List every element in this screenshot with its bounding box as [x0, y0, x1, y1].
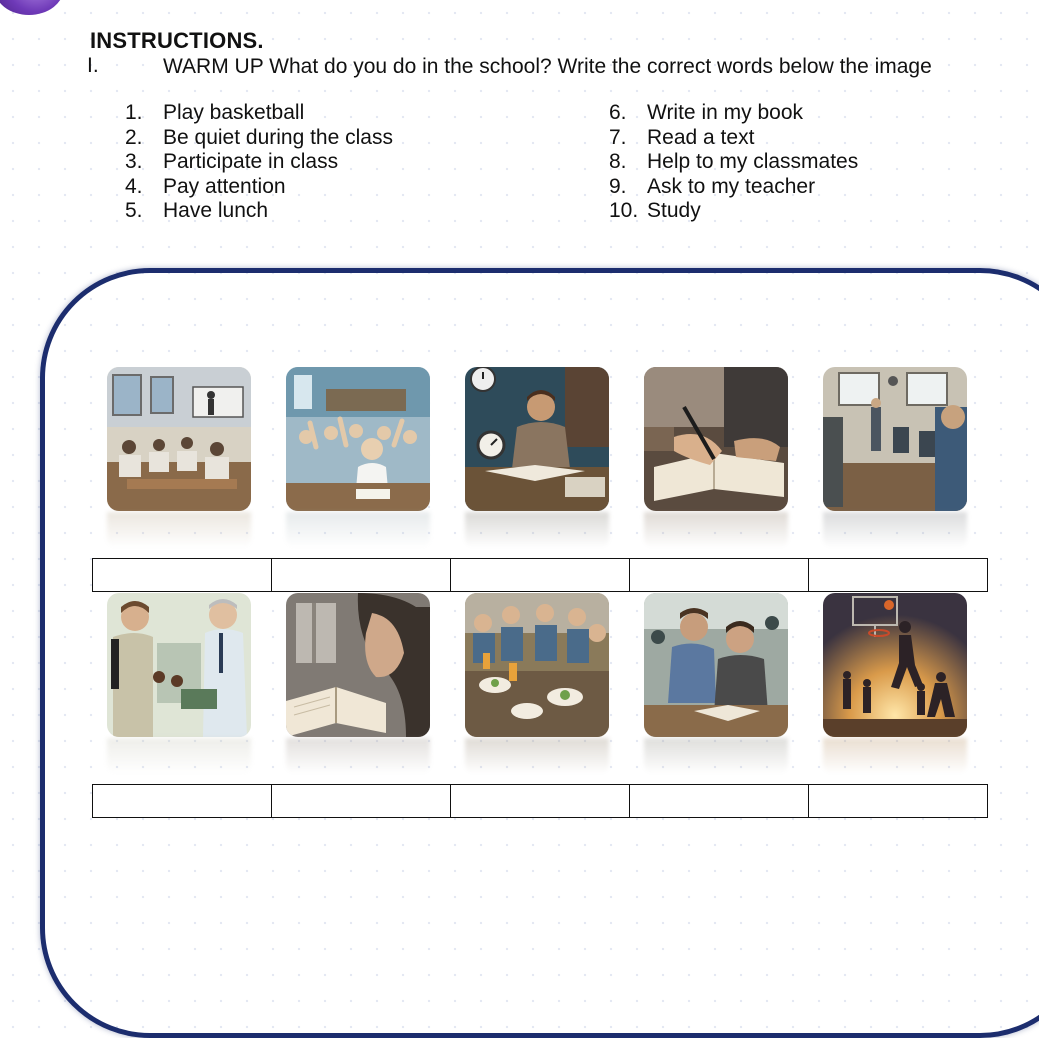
image-reflection	[823, 738, 967, 774]
answer-cell[interactable]	[93, 785, 272, 817]
image-reflection	[107, 738, 251, 774]
reading-icon	[286, 593, 430, 737]
raised-hands-icon	[286, 367, 430, 511]
answer-cell[interactable]	[451, 785, 630, 817]
basketball-icon	[823, 593, 967, 737]
image-reflection	[644, 512, 788, 548]
page-title: INSTRUCTIONS.	[90, 28, 264, 53]
options-list-left	[125, 101, 393, 224]
studying-clock-icon	[465, 367, 609, 511]
option-item: 10. Study	[609, 199, 701, 222]
option-item: 9. Ask to my teacher	[609, 174, 816, 198]
answer-cell[interactable]	[809, 785, 987, 817]
answer-cell[interactable]	[630, 559, 809, 591]
image-reflection	[465, 512, 609, 548]
answer-cell[interactable]	[630, 785, 809, 817]
answer-cell[interactable]	[93, 559, 272, 591]
writing-book-icon	[644, 367, 788, 511]
lunch-table-icon	[465, 593, 609, 737]
section-numeral: I.	[87, 54, 99, 77]
image-reflection	[644, 738, 788, 774]
answer-cell[interactable]	[809, 559, 987, 591]
help-classmates-icon	[644, 593, 788, 737]
image-reflection	[823, 512, 967, 548]
classroom-students-icon	[107, 367, 251, 511]
options-list-right	[609, 101, 858, 224]
option-item: 6. Write in my book	[609, 101, 803, 124]
answer-cell[interactable]	[451, 559, 630, 591]
corner-decoration	[0, 0, 64, 15]
quiet-class-icon	[823, 367, 967, 511]
answer-cell[interactable]	[272, 785, 451, 817]
image-reflection	[107, 512, 251, 548]
option-item: 5. Have lunch	[125, 199, 269, 222]
option-item: 4. Pay attention	[125, 174, 286, 198]
option-item: 3. Participate in class	[125, 150, 339, 173]
answer-row-2	[92, 784, 988, 818]
option-item: 1. Play basketball	[125, 101, 305, 124]
section-prompt: WARM UP What do you do in the school? Write the correct words below the image	[163, 55, 932, 78]
answer-row-1	[92, 558, 988, 592]
option-item: 7. Read a text	[609, 125, 755, 149]
image-reflection	[286, 512, 430, 548]
option-item: 8. Help to my classmates	[609, 150, 859, 173]
option-item: 2. Be quiet during the class	[125, 125, 393, 149]
answer-cell[interactable]	[272, 559, 451, 591]
image-reflection	[465, 738, 609, 774]
ask-teacher-icon	[107, 593, 251, 737]
image-reflection	[286, 738, 430, 774]
